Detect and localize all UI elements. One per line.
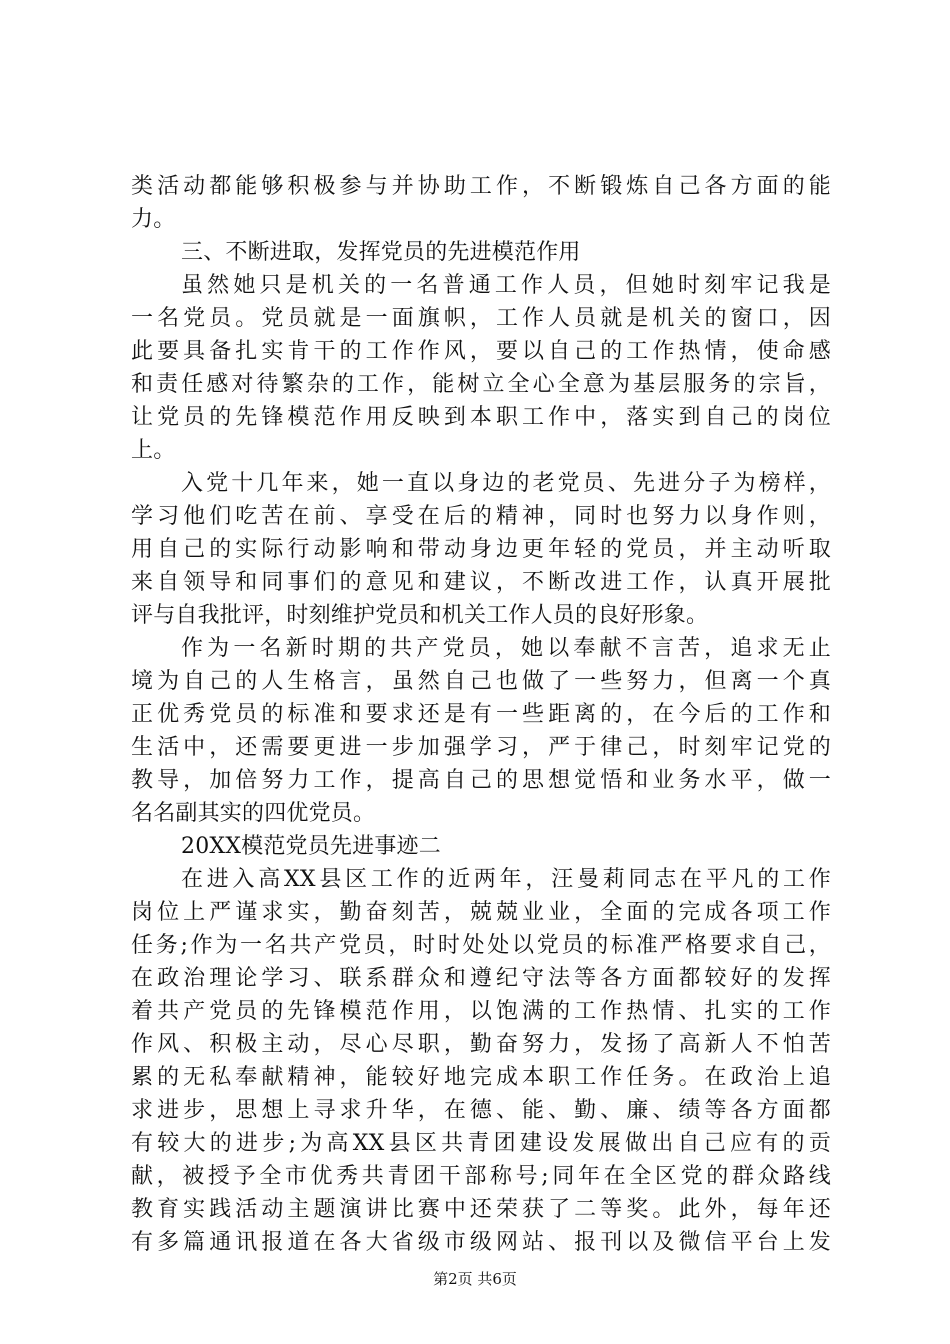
text-line: 一名党员。党员就是一面旗帜，工作人员就是机关的窗口，因 [131,306,831,331]
text-line: 在政治理论学习、联系群众和遵纪守法等各方面都较好的发挥 [131,966,831,991]
text-line: 正优秀党员的标准和要求还是有一些距离的，在今后的工作和 [131,702,831,727]
text-line: 作风、积极主动，尽心尽职，勤奋努力，发扬了高新人不怕苦 [131,1032,831,1057]
text-line: 着共产党员的先锋模范作用，以饱满的工作热情、扎实的工作 [131,999,831,1024]
text-line: 类活动都能够积极参与并协助工作，不断锻炼自己各方面的能 [131,174,831,199]
text-line: 三、不断进取，发挥党员的先进模范作用 [181,240,581,265]
text-line: 力。 [131,207,176,232]
text-line: 作为一名新时期的共产党员，她以奉献不言苦，追求无止 [181,636,831,661]
text-line: 有多篇通讯报道在各大省级市级网站、报刊以及微信平台上发 [131,1230,831,1255]
text-line: 用自己的实际行动影响和带动身边更年轻的党员，并主动听取 [131,537,831,562]
document-body [131,170,831,1259]
text-line: 20XX模范党员先进事迹二 [181,834,441,859]
text-line: 献，被授予全市优秀共青团干部称号;同年在全区党的群众路线 [131,1164,831,1189]
text-line: 上。 [131,438,176,463]
text-line: 求进步，思想上寻求升华，在德、能、勤、廉、绩等各方面都 [131,1098,831,1123]
text-line: 在进入高XX县区工作的近两年，汪曼莉同志在平凡的工作 [181,867,831,892]
text-line: 岗位上严谨求实，勤奋刻苦，兢兢业业，全面的完成各项工作 [131,900,831,925]
text-line: 任务;作为一名共产党员，时时处处以党员的标准严格要求自己， [131,933,831,958]
page-footer [0,1269,950,1289]
text-line: 学习他们吃苦在前、享受在后的精神，同时也努力以身作则， [131,504,831,529]
text-line: 评与自我批评，时刻维护党员和机关工作人员的良好形象。 [131,603,709,628]
text-line: 教导，加倍努力工作，提高自己的思想觉悟和业务水平，做一 [131,768,831,793]
text-line: 入党十几年来，她一直以身边的老党员、先进分子为榜样， [181,471,831,496]
text-line: 累的无私奉献精神，能较好地完成本职工作任务。在政治上追 [131,1065,831,1090]
text-line: 让党员的先锋模范作用反映到本职工作中，落实到自己的岗位 [131,405,831,430]
text-line: 虽然她只是机关的一名普通工作人员，但她时刻牢记我是 [181,273,831,298]
text-line: 此要具备扎实肯干的工作作风，要以自己的工作热情，使命感 [131,339,831,364]
text-line: 有较大的进步;为高XX县区共青团建设发展做出自己应有的贡 [131,1131,831,1156]
page-number: 第2页 共6页 [433,1270,517,1288]
text-line: 名名副其实的四优党员。 [131,801,376,826]
text-line: 来自领导和同事们的意见和建议，不断改进工作，认真开展批 [131,570,831,595]
text-line: 和责任感对待繁杂的工作，能树立全心全意为基层服务的宗旨， [131,372,831,397]
text-line: 教育实践活动主题演讲比赛中还荣获了二等奖。此外，每年还 [131,1197,831,1222]
text-line: 生活中，还需要更进一步加强学习，严于律己，时刻牢记党的 [131,735,831,760]
text-line: 境为自己的人生格言，虽然自己也做了一些努力，但离一个真 [131,669,831,694]
